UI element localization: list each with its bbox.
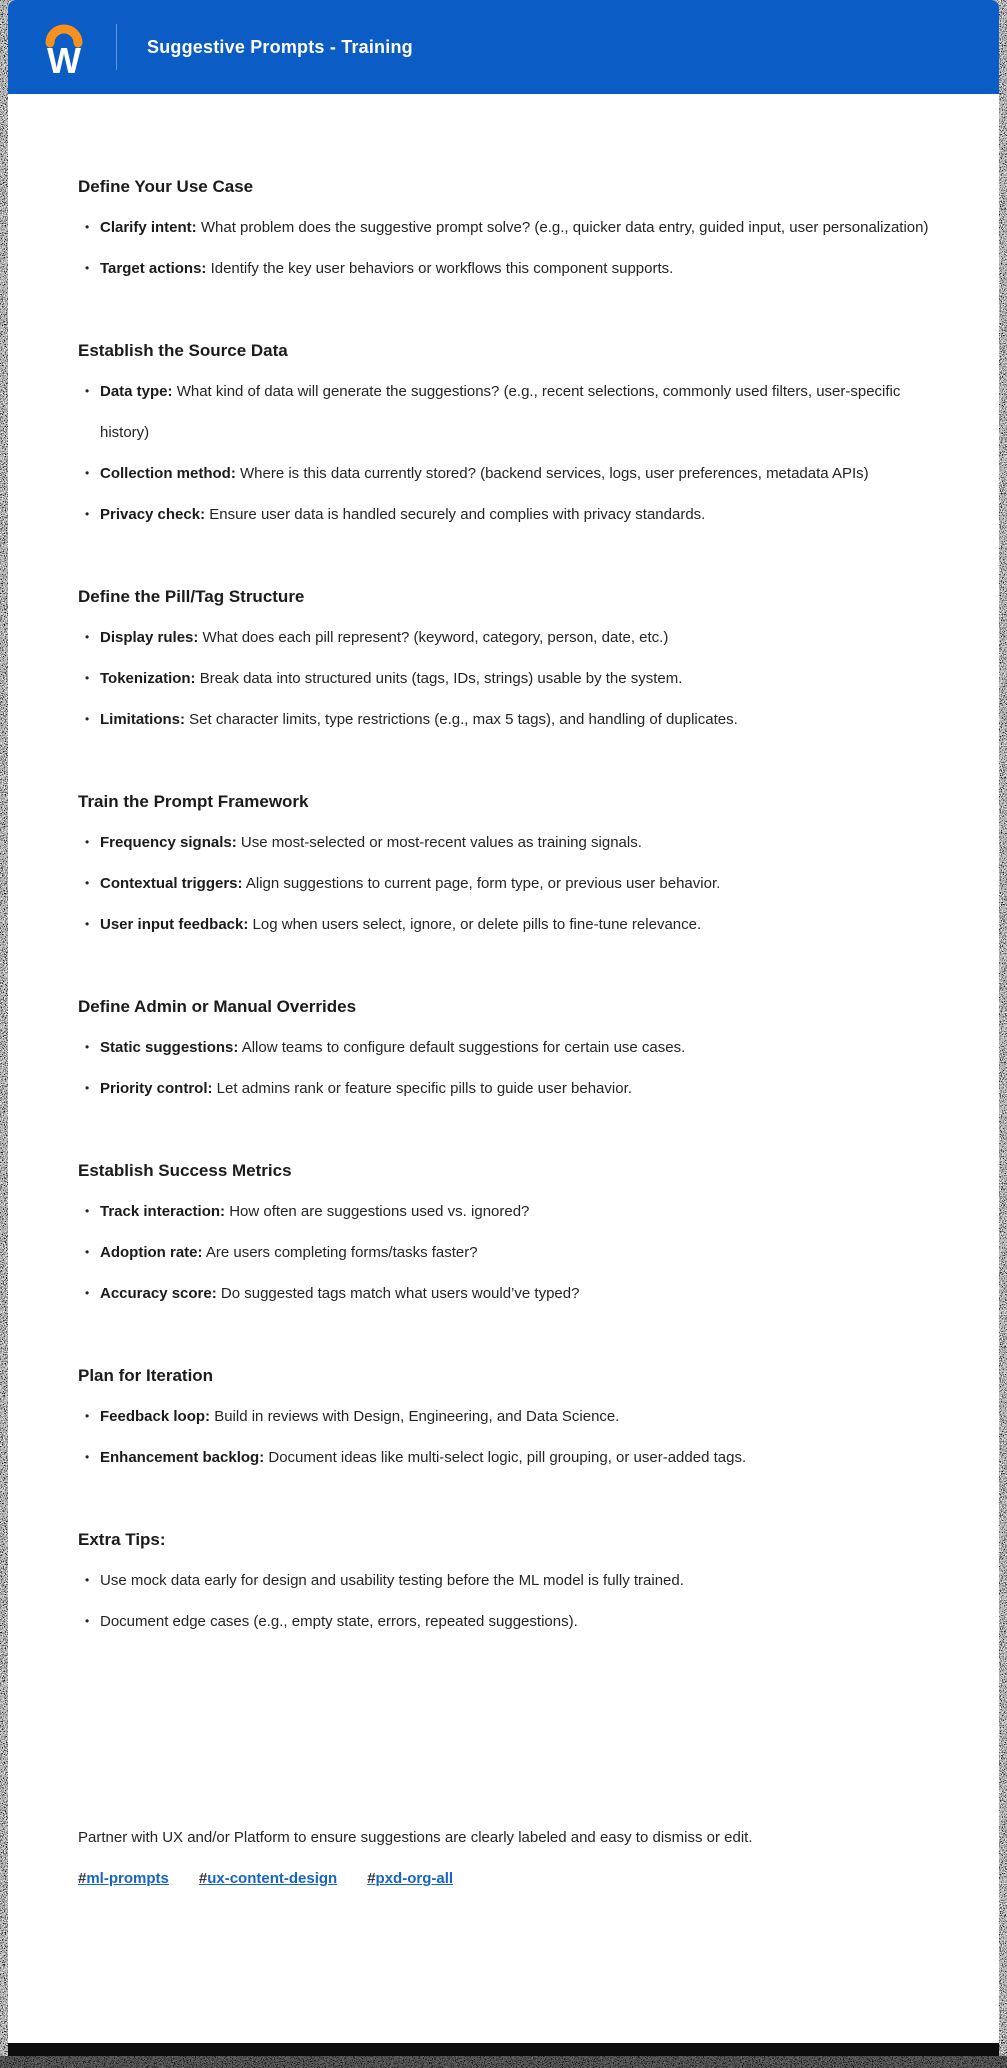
bullet-label: Accuracy score: (100, 1285, 217, 1302)
bullet-label: Feedback loop: (100, 1408, 211, 1425)
bullet-text: How often are suggestions used vs. ignored? (225, 1203, 530, 1220)
hash-icon: # (198, 1870, 208, 1887)
app-header (8, 0, 999, 94)
bullet-label: Frequency signals: (100, 834, 237, 851)
bullet-text: Log when users select, ignore, or delete pills to fine-tune relevance. (248, 916, 702, 933)
svg-text:W: W (47, 40, 81, 77)
bullet-text: Use mock data early for design and usability testing before the ML model is fully trained. (100, 1572, 684, 1589)
section-plan-iteration (78, 1355, 933, 1478)
bullet-list (78, 207, 933, 289)
bullet-list (78, 371, 933, 535)
bullet-text: Build in reviews with Design, Engineering, and Data Science. (210, 1408, 620, 1425)
section-heading: Define the Pill/Tag Structure (78, 587, 305, 606)
bullet-label: Collection method: (100, 465, 236, 482)
section-admin-overrides (78, 986, 933, 1109)
list-item (78, 1232, 933, 1273)
bullet-text: What kind of data will generate the suggestions? (e.g., recent selections, commonly used filters, user-specific history) (100, 383, 901, 441)
document-footer (78, 1817, 933, 1894)
bullet-text: Document edge cases (e.g., empty state, errors, repeated suggestions). (100, 1613, 578, 1630)
list-item (78, 248, 933, 289)
bullet-list (78, 617, 933, 740)
bullet-text: Document ideas like multi-select logic, pill grouping, or user-added tags. (264, 1449, 747, 1466)
bullet-label: Adoption rate: (100, 1244, 203, 1261)
footer-note: Partner with UX and/or Platform to ensure suggestions are clearly labeled and easy to dismiss or edit. (78, 1829, 753, 1846)
section-heading: Plan for Iteration (78, 1366, 214, 1385)
list-item (78, 1191, 933, 1232)
bullet-text: Set character limits, type restrictions (e.g., max 5 tags), and handling of duplicates. (185, 711, 738, 728)
section-source-data (78, 330, 933, 535)
bullet-list (78, 1396, 933, 1478)
channel-tags (78, 1864, 933, 1894)
bullet-text: Identify the key user behaviors or workflows this component supports. (206, 260, 674, 277)
list-item (78, 1560, 933, 1601)
bullet-label: Track interaction: (100, 1203, 226, 1220)
bullet-text: Use most-selected or most-recent values as training signals. (236, 834, 642, 851)
bottom-black-bar (8, 2043, 999, 2056)
list-item (78, 617, 933, 658)
bullet-text: What does each pill represent? (keyword, category, person, date, etc.) (198, 629, 669, 646)
list-item (78, 1601, 933, 1642)
tag-label: ux-content-design (207, 1870, 338, 1887)
bullet-list (78, 1027, 933, 1109)
bullet-label: Tokenization: (100, 670, 196, 687)
bullet-label: Enhancement backlog: (100, 1449, 265, 1466)
channel-tag-ml-prompts[interactable] (78, 1864, 169, 1894)
section-pill-tag-structure (78, 576, 933, 740)
list-item (78, 1437, 933, 1478)
list-item (78, 453, 933, 494)
section-heading: Extra Tips: (78, 1530, 166, 1549)
list-item (78, 1027, 933, 1068)
list-item (78, 699, 933, 740)
bullet-label: Priority control: (100, 1080, 213, 1097)
channel-tag-ux-content-design[interactable] (199, 1864, 337, 1894)
bullet-label: Privacy check: (100, 506, 206, 523)
list-item (78, 207, 933, 248)
bullet-label: Limitations: (100, 711, 185, 728)
bullet-text: What problem does the suggestive prompt solve? (e.g., quicker data entry, guided input, user personalization) (196, 219, 929, 236)
bullet-text: Do suggested tags match what users would’ve typed? (216, 1285, 580, 1302)
workday-logo (42, 19, 86, 77)
section-heading: Establish Success Metrics (78, 1161, 292, 1180)
list-item (78, 494, 933, 535)
bottom-noise-overlay (0, 2056, 1007, 2068)
channel-tag-pxd-org-all[interactable] (367, 1864, 453, 1894)
list-item (78, 904, 933, 945)
bullet-label: Data type: (100, 383, 173, 400)
bullet-list (78, 1560, 933, 1642)
bullet-text: Align suggestions to current page, form type, or previous user behavior. (242, 875, 721, 892)
bullet-label: Clarify intent: (100, 219, 197, 236)
bullet-list (78, 822, 933, 945)
document-body (8, 94, 999, 1894)
list-item (78, 822, 933, 863)
list-item (78, 863, 933, 904)
list-item (78, 1273, 933, 1314)
bullet-text: Allow teams to configure default suggestions for certain use cases. (238, 1039, 686, 1056)
section-heading: Define Admin or Manual Overrides (78, 997, 357, 1016)
list-item (78, 1068, 933, 1109)
section-heading: Define Your Use Case (78, 177, 254, 196)
hash-icon: # (78, 1870, 87, 1887)
list-item (78, 658, 933, 699)
bullet-text: Where is this data currently stored? (backend services, logs, user preferences, metadata APIs) (235, 465, 869, 482)
bullet-label: Display rules: (100, 629, 199, 646)
page-title: Suggestive Prompts - Training (147, 36, 413, 57)
tag-label: pxd-org-all (375, 1870, 454, 1887)
hash-icon: # (367, 1870, 376, 1887)
bullet-label: User input feedback: (100, 916, 249, 933)
document-page (8, 0, 999, 2043)
bullet-label: Target actions: (100, 260, 207, 277)
tag-label: ml-prompts (86, 1870, 169, 1887)
section-extra-tips (78, 1519, 933, 1642)
header-divider (116, 24, 117, 70)
bullet-text: Let admins rank or feature specific pills to guide user behavior. (212, 1080, 632, 1097)
list-item (78, 371, 933, 453)
list-item (78, 1396, 933, 1437)
section-success-metrics (78, 1150, 933, 1314)
section-prompt-framework (78, 781, 933, 945)
section-heading: Establish the Source Data (78, 341, 288, 360)
bullet-label: Static suggestions: (100, 1039, 239, 1056)
bullet-text: Ensure user data is handled securely and complies with privacy standards. (205, 506, 706, 523)
bullet-text: Break data into structured units (tags, IDs, strings) usable by the system. (195, 670, 683, 687)
bullet-label: Contextual triggers: (100, 875, 243, 892)
bullet-list (78, 1191, 933, 1314)
bullet-text: Are users completing forms/tasks faster? (202, 1244, 478, 1261)
section-heading: Train the Prompt Framework (78, 792, 309, 811)
section-define-use-case (78, 166, 933, 289)
